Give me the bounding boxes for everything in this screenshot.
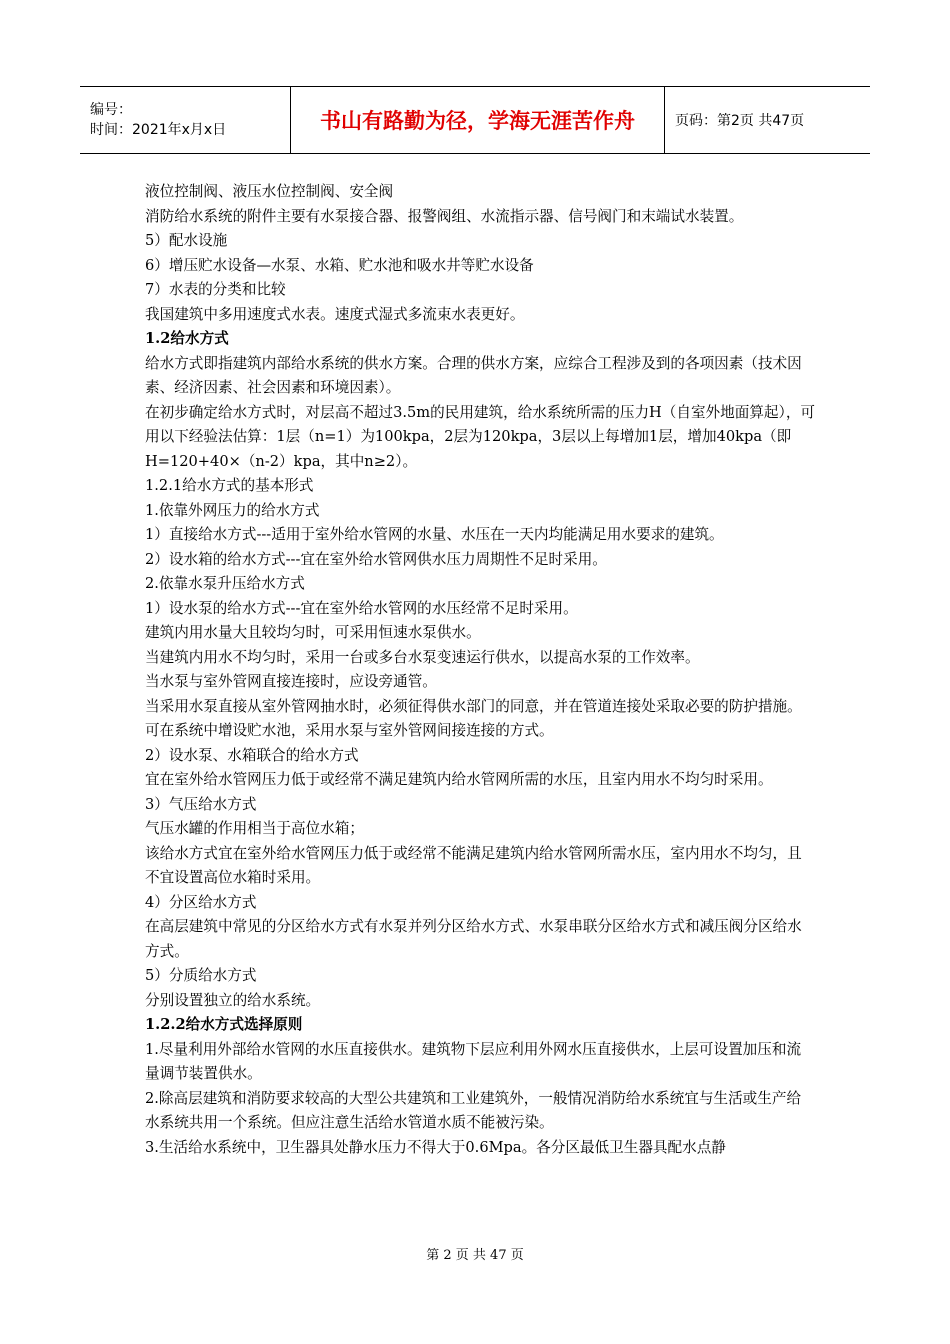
paragraph: 建筑内用水量大且较均匀时，可采用恒速水泵供水。 bbox=[145, 624, 481, 641]
paragraph: 3）气压给水方式 bbox=[145, 795, 257, 813]
page-footer: 第 2 页 共 47 页 bbox=[426, 1248, 524, 1263]
paragraph: 当水泵与室外管网直接连接时，应设旁通管。 bbox=[145, 673, 437, 690]
page-header bbox=[80, 86, 870, 154]
paragraph: 当建筑内用水不均匀时，采用一台或多台水泵变速运行供水，以提高水泵的工作效率。 bbox=[145, 648, 700, 666]
paragraph: 分别设置独立的给水系统。 bbox=[145, 991, 321, 1009]
paragraph: 5）分质给水方式 bbox=[145, 967, 257, 984]
section-heading: 1.2.2给水方式选择原则 bbox=[145, 1016, 303, 1033]
paragraph: 气压水罐的作用相当于高位水箱； bbox=[145, 820, 364, 837]
paragraph: 该给水方式宜在室外给水管网压力低于或经常不能满足建筑内给水管网所需水压，室内用水不均匀，且不宜设置高位水箱时采用。 bbox=[145, 844, 802, 886]
paragraph: 宜在室外给水管网压力低于或经常不满足建筑内给水管网所需的水压，且室内用水不均匀时采用。 bbox=[145, 771, 773, 788]
document-time-label: 时间：2021年x月x日 bbox=[90, 122, 227, 138]
paragraph: 当采用水泵直接从室外管网抽水时，必须征得供水部门的同意，并在管道连接处采取必要的防护措施。可在系统中增设贮水池，采用水泵与室外管网间接连接的方式。 bbox=[145, 697, 802, 739]
section-heading: 1.2给水方式 bbox=[145, 330, 229, 347]
paragraph: 液位控制阀、液压水位控制阀、安全阀 bbox=[145, 183, 394, 200]
paragraph: 我国建筑中多用速度式水表。速度式湿式多流束水表更好。 bbox=[145, 305, 525, 323]
header-page-label: 页码：第2页 共47页 bbox=[665, 87, 871, 154]
document-number-label: 编号： bbox=[90, 102, 132, 118]
paragraph: 在高层建筑中常见的分区给水方式有水泵并列分区给水方式、水泵串联分区给水方式和减压阀分区给水方式。 bbox=[145, 918, 802, 960]
paragraph: 2.除高层建筑和消防要求较高的大型公共建筑和工业建筑外，一般情况消防给水系统宜与生活或生产给水系统共用一个系统。但应注意生活给水管道水质不能被污染。 bbox=[145, 1089, 802, 1131]
paragraph: 1.2.1给水方式的基本形式 bbox=[145, 477, 314, 494]
paragraph: 2）设水泵、水箱联合的给水方式 bbox=[145, 746, 359, 764]
paragraph: 2.依靠水泵升压给水方式 bbox=[145, 575, 305, 592]
header-motto: 书山有路勤为径，学海无涯苦作舟 bbox=[291, 87, 665, 154]
paragraph: 1）直接给水方式---适用于室外给水管网的水量、水压在一天内均能满足用水要求的建筑。 bbox=[145, 526, 724, 543]
paragraph: 5）配水设施 bbox=[145, 232, 228, 249]
paragraph: 在初步确定给水方式时，对层高不超过3.5m的民用建筑，给水系统所需的压力H（自室外地面算起），可用以下经验法估算：1层（n=1）为100kpa，2层为120kpa，3层以上每增加1层，增加40kpa（即H=120+40×（n-2）kpa，其中n≥2）。 bbox=[145, 403, 816, 470]
paragraph: 给水方式即指建筑内部给水系统的供水方案。合理的供水方案，应综合工程涉及到的各项因素（技术因素、经济因素、社会因素和环境因素）。 bbox=[145, 354, 802, 396]
paragraph: 1）设水泵的给水方式---宜在室外给水管网的水压经常不足时采用。 bbox=[145, 599, 578, 617]
paragraph: 1.尽量利用外部给水管网的水压直接供水。建筑物下层应利用外网水压直接供水，上层可设置加压和流量调节装置供水。 bbox=[145, 1040, 802, 1082]
paragraph: 3.生活给水系统中，卫生器具处静水压力不得大于0.6Mpa。各分区最低卫生器具配水点静 bbox=[145, 1138, 726, 1156]
paragraph: 4）分区给水方式 bbox=[145, 893, 257, 911]
paragraph: 1.依靠外网压力的给水方式 bbox=[145, 501, 320, 519]
paragraph: 2）设水箱的给水方式---宜在室外给水管网供水压力周期性不足时采用。 bbox=[145, 550, 607, 568]
paragraph: 7）水表的分类和比较 bbox=[145, 281, 286, 298]
paragraph: 消防给水系统的附件主要有水泵接合器、报警阀组、水流指示器、信号阀门和末端试水装置。 bbox=[145, 207, 744, 225]
paragraph: 6）增压贮水设备—水泵、水箱、贮水池和吸水井等贮水设备 bbox=[145, 256, 534, 274]
header-left-cell bbox=[80, 87, 291, 154]
document-body bbox=[145, 180, 815, 1160]
